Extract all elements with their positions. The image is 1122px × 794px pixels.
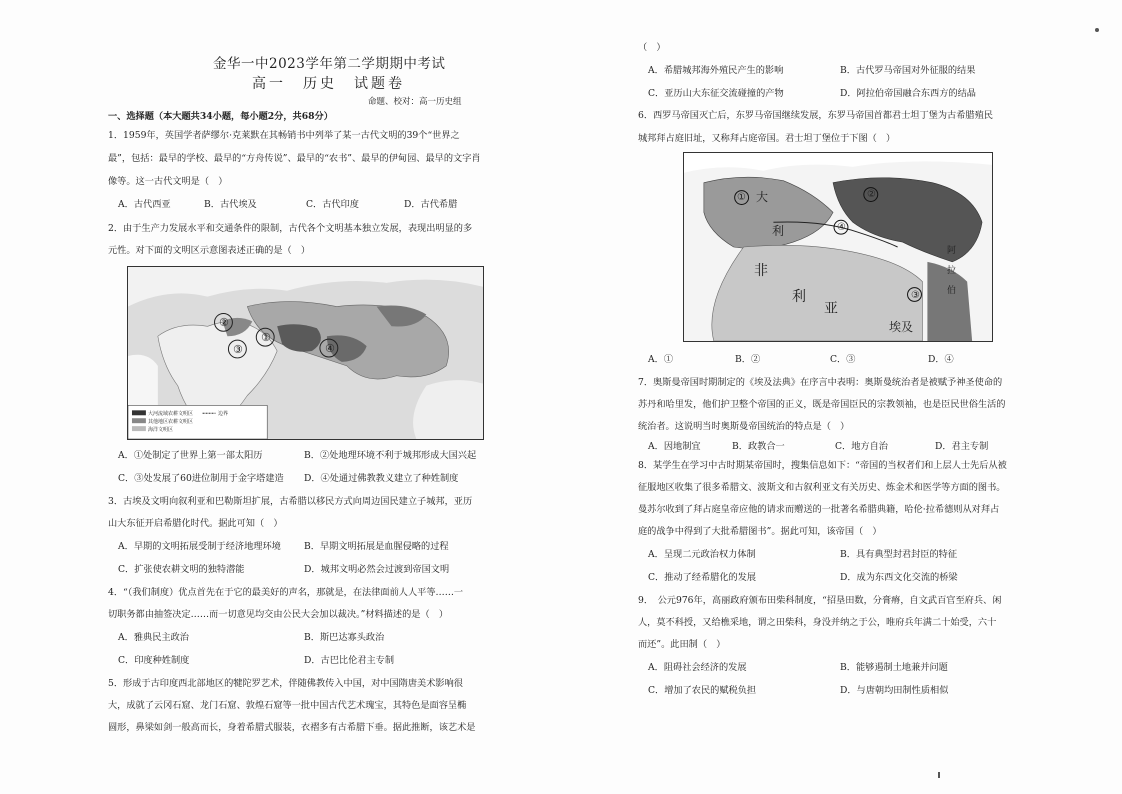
scan-speck <box>1095 28 1099 32</box>
q4-option[interactable]: D．古巴比伦君主专制 <box>304 655 395 666</box>
map6-label: 埃及 <box>889 320 914 334</box>
q8-line: 8．某学生在学习中古时期某帝国时，搜集信息如下：“帝国的当权者们和上层人士先后从被 <box>638 460 1007 471</box>
q2-line: 2．由于生产力发展水平和交通条件的限制，古代各个文明基本独立发展，表现出明显的多 <box>108 223 473 234</box>
map6-label: 利 <box>772 224 785 238</box>
exam-byline: 命题、校对：高一历史组 <box>368 97 462 107</box>
q7-line: 统治者。这说明当时奥斯曼帝国统治的特点是（ ） <box>638 421 850 432</box>
q9-line: 人，莫不科授，又给樵采地，谓之田柴科，身没并纳之于公，唯府兵年满二十始受，六十 <box>638 617 997 628</box>
q5-option[interactable]: D．阿拉伯帝国融合东西方的结晶 <box>840 88 976 99</box>
q8-option[interactable]: C．推动了经希腊化的发展 <box>648 572 757 583</box>
q8-option[interactable]: D．成为东西文化交流的桥梁 <box>840 572 958 583</box>
exam-subtitle: 高一 历史 试题卷 <box>252 76 405 92</box>
q6-line: 6．西罗马帝国灭亡后，东罗马帝国继续发展，东罗马帝国首都君士坦丁堡为古希腊殖民 <box>638 110 993 121</box>
q1-line: 1．1959年，英国学者萨缪尔·克莱默在其畅销书中列举了某一古代文明的39个“世界之 <box>108 130 460 141</box>
map-marker-2: ② <box>219 316 229 329</box>
q9-option[interactable]: A．阻碍社会经济的发展 <box>648 662 747 673</box>
section-heading: 一、选择题（本大题共34小题，每小题2分，共68分） <box>108 111 333 122</box>
q1-option[interactable]: D．古代希腊 <box>404 199 458 210</box>
q8-option[interactable]: A．呈现二元政治权力体制 <box>648 549 756 560</box>
q2-option[interactable]: D．④处通过佛教教义建立了种姓制度 <box>304 473 459 484</box>
q8-line: 征服地区收集了很多希腊文、波斯文和古叙利亚文有关历史、炼金术和医学等方面的图书。 <box>638 482 1006 493</box>
map6-marker-3: ③ <box>911 290 920 301</box>
q2-option[interactable]: A．①处制定了世界上第一部太阳历 <box>118 450 263 461</box>
q2-line: 元性。对下面的文明区示意图表述正确的是（ ） <box>108 245 311 256</box>
map6-label: 亚 <box>824 301 838 317</box>
q4-option[interactable]: A．雅典民主政治 <box>118 632 189 643</box>
map6-label: 大 <box>756 190 769 204</box>
q3-line: 山大东征开启希腊化时代。据此可知（ ） <box>108 518 283 529</box>
map6-label: 利 <box>792 289 806 305</box>
q9-option[interactable]: D．与唐朝均田制性质相似 <box>840 685 949 696</box>
q1-line: 像等。这一古代文明是（ ） <box>108 176 228 187</box>
q8-line: 曼苏尔收到了拜占庭皇帝应他的请求而赠送的一批著名希腊典籍，哈伦·拉希德则从对拜占 <box>638 504 1000 515</box>
q9-option[interactable]: C．增加了农民的赋税负担 <box>648 685 757 696</box>
q6-option[interactable]: A．① <box>648 354 674 365</box>
q1-option[interactable]: A．古代西亚 <box>118 199 171 210</box>
q5-line: 圆形，鼻梁如剑一般高而长，身着希腊式服装，衣褶多有古希腊下垂。据此推断，该艺术是 <box>108 722 476 733</box>
q5-line: 5．形成于古印度西北部地区的犍陀罗艺术，伴随佛教传入中国，对中国隋唐美术影响很 <box>108 678 463 689</box>
q9-line: 9． 公元976年，高丽政府颁布田柴科制度，“招垦田数，分膏瘠，自文武百官至府兵、闲 <box>638 595 1002 606</box>
map6-label: 拉 <box>947 266 957 276</box>
scan-speck <box>938 772 940 778</box>
q8-option[interactable]: B．具有典型封君封臣的特征 <box>840 549 958 560</box>
q2-option[interactable]: B．②处地理环境不利于城邦形成大国兴起 <box>304 450 477 461</box>
q7-option[interactable]: A．因地制宜 <box>648 441 701 452</box>
q9-option[interactable]: B．能够遏制土地兼并问题 <box>840 662 948 673</box>
q3-option[interactable]: C．扩张使农耕文明的独特潜能 <box>118 564 245 575</box>
q5-option[interactable]: A．希腊城邦海外殖民产生的影响 <box>648 65 784 76</box>
map-legend-item: 边界 <box>218 411 229 417</box>
q2-option[interactable]: C．③处发展了60进位制用于金字塔建造 <box>118 473 284 484</box>
q5-line: 大，成就了云冈石窟、龙门石窟、敦煌石窟等一批中国古代艺术瑰宝，其特色是面容呈椭 <box>108 700 467 711</box>
map-marker-4: ④ <box>325 342 335 355</box>
roman-empire-map <box>683 152 993 342</box>
q5-option[interactable]: C．亚历山大东征交流碰撞的产物 <box>648 88 784 99</box>
q3-line: 3．古埃及文明向叙利亚和巴勒斯坦扩展，古希腊以移民方式向周边国民建立子城邦，亚历 <box>108 496 473 507</box>
q4-option[interactable]: B．斯巴达寡头政治 <box>304 632 385 643</box>
map6-label: 非 <box>754 263 768 279</box>
civilization-map <box>127 266 484 440</box>
q7-option[interactable]: B．政教合一 <box>732 441 785 452</box>
q6-option[interactable]: D．④ <box>928 354 954 365</box>
q4-option[interactable]: C．印度种姓制度 <box>118 655 190 666</box>
q3-option[interactable]: D．城邦文明必然会过渡到帝国文明 <box>304 564 450 575</box>
q6-option[interactable]: B．② <box>735 354 761 365</box>
map-marker-3: ③ <box>233 343 243 356</box>
q4-line: 4．“（我们制度）优点首先在于它的最美好的声名，那就是，在法律面前人人平等……一 <box>108 587 464 598</box>
map-legend-item: 海洋文明区 <box>148 427 174 433</box>
q1-option[interactable]: C．古代印度 <box>306 199 359 210</box>
q7-option[interactable]: C．地方自治 <box>835 441 888 452</box>
q6-option[interactable]: C．③ <box>830 354 856 365</box>
q7-line: 7．奥斯曼帝国时期制定的《埃及法典》在序言中表明：奥斯曼统治者是被赋予神圣使命的 <box>638 377 1003 388</box>
q3-option[interactable]: A．早期的文明拓展受制于经济地理环境 <box>118 541 281 552</box>
map6-marker-1: ① <box>737 192 746 203</box>
q6-line: 城邦拜占庭旧址，又称拜占庭帝国。君士坦丁堡位于下图（ ） <box>638 133 896 144</box>
q3-option[interactable]: B．早期文明拓展是血腥侵略的过程 <box>304 541 449 552</box>
q9-line: 而还”。此田制（ ） <box>638 639 726 650</box>
q1-option[interactable]: B．古代埃及 <box>204 199 257 210</box>
q4-line: 切职务都由抽签决定……而一切意见均交由公民大会加以裁决。”材料描述的是（ ） <box>108 609 449 620</box>
map6-label: 伯 <box>947 286 957 296</box>
map6-label: 阿 <box>947 246 957 256</box>
map-legend-item: 其他地区农耕文明区 <box>148 419 194 425</box>
exam-title: 金华一中2023学年第二学期期中考试 <box>213 56 446 72</box>
q5-answer-paren: （ ） <box>638 42 666 53</box>
q7-line: 苏丹和哈里发，他们护卫整个帝国的正义，既是帝国臣民的宗教领袖，也是臣民世俗生活的 <box>638 399 1006 410</box>
q1-line: 最”，包括：最早的学校、最早的“方舟传说”、最早的“农书”、最早的伊甸园、最早的文字肖 <box>108 153 481 164</box>
map-legend-item: 大河流域农耕文明区 <box>148 411 194 417</box>
map6-marker-2: ② <box>867 189 876 200</box>
q7-option[interactable]: D．君主专制 <box>935 441 989 452</box>
q5-option[interactable]: B．古代罗马帝国对外征服的结果 <box>840 65 976 76</box>
map6-marker-4: ④ <box>837 222 846 233</box>
map-marker-1: ① <box>261 331 271 344</box>
q8-line: 庭的战争中得到了大批希腊图书”。据此可知，该帝国（ ） <box>638 526 882 537</box>
